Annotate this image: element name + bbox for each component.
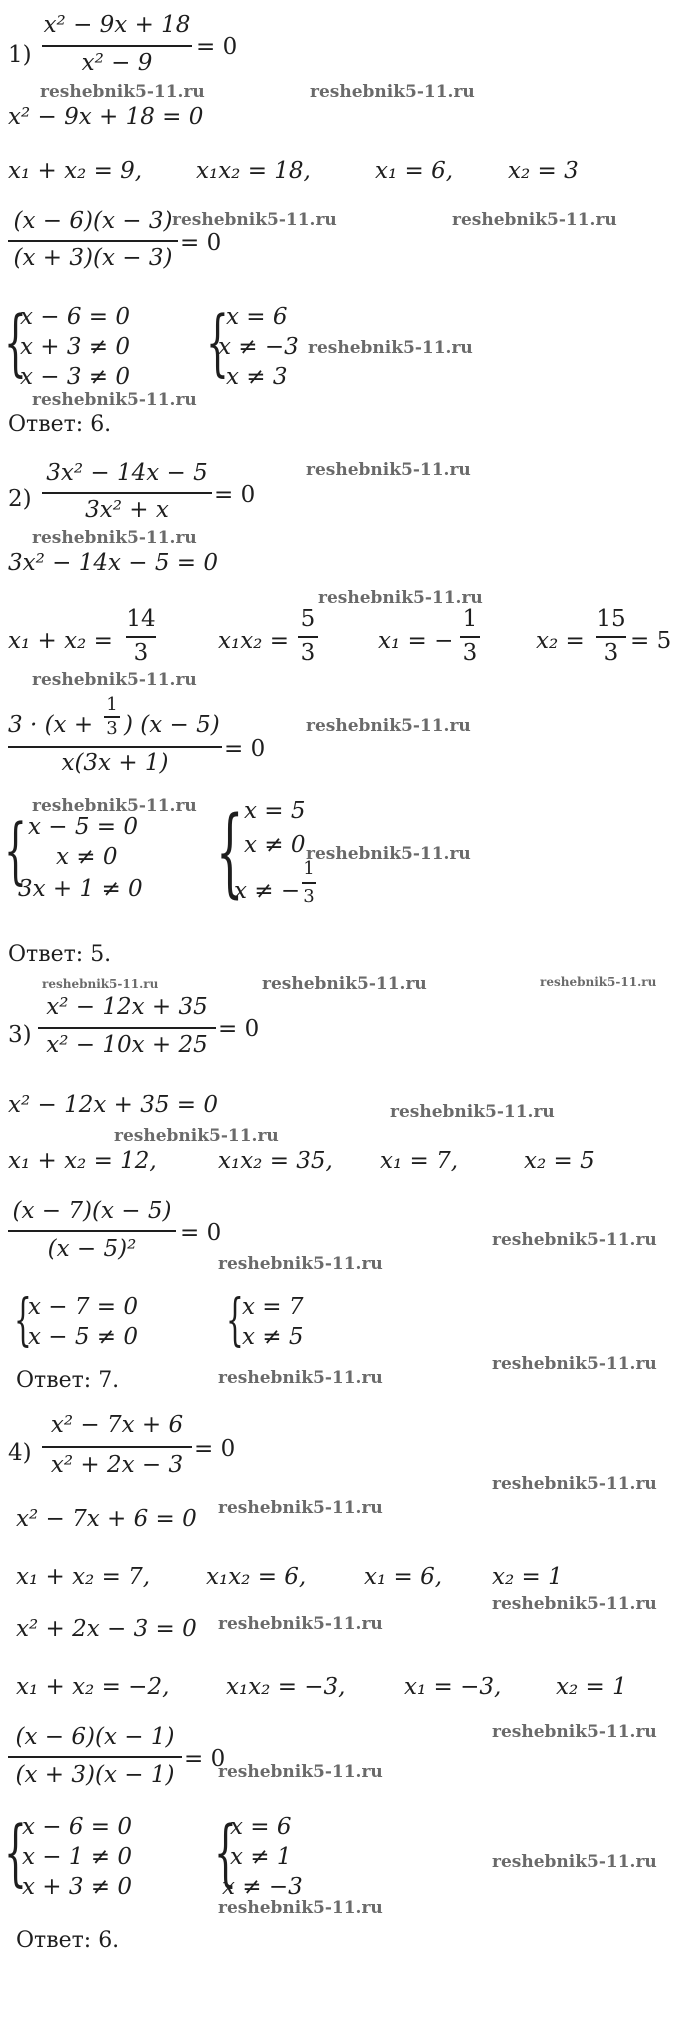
- factored-denominator: (x + 3)(x − 3): [13, 245, 173, 271]
- equation-numerator: x² − 7x + 6 = 0: [16, 1506, 197, 1532]
- root-1: x₁ = 6,: [364, 1564, 443, 1590]
- vieta-product: x₁x₂ = −3,: [226, 1674, 346, 1700]
- system-line: x ≠ 0: [244, 832, 306, 858]
- problem-number: 4): [8, 1440, 32, 1466]
- system-line: x − 1 ≠ 0: [22, 1844, 133, 1870]
- fraction-bar: [8, 1756, 182, 1758]
- fraction-bar: [42, 492, 212, 494]
- fraction-denominator: 3: [462, 640, 478, 666]
- factored-numerator-b: ) (x − 5): [124, 712, 220, 738]
- system-brace: {: [4, 300, 27, 384]
- factored-denominator: (x − 5)²: [47, 1236, 137, 1262]
- system-line: x ≠ 3: [226, 364, 288, 390]
- fraction-denominator: x² + 2x − 3: [50, 1452, 184, 1478]
- watermark: reshebnik5-11.ru: [452, 210, 617, 230]
- equation-numerator: 3x² − 14x − 5 = 0: [8, 550, 219, 576]
- system-brace: {: [216, 796, 244, 908]
- factored-numerator-a: 3 · (x +: [8, 712, 94, 738]
- fraction-numerator: 1: [303, 858, 315, 879]
- watermark: reshebnik5-11.ru: [308, 338, 473, 358]
- watermark: reshebnik5-11.ru: [310, 82, 475, 102]
- watermark: reshebnik5-11.ru: [218, 1898, 383, 1918]
- watermark: reshebnik5-11.ru: [218, 1498, 383, 1518]
- system-line: x ≠ −3: [222, 1874, 303, 1900]
- system-line: x = 6: [230, 1814, 292, 1840]
- watermark: reshebnik5-11.ru: [306, 460, 471, 480]
- root-1: x₁ = −: [378, 628, 454, 654]
- system-line: x ≠ 5: [242, 1324, 304, 1350]
- system-line: x − 6 = 0: [20, 304, 131, 330]
- system-brace: {: [4, 1810, 27, 1894]
- watermark: reshebnik5-11.ru: [40, 82, 205, 102]
- equals-zero: = 0: [214, 482, 256, 508]
- fraction-bar: [8, 240, 178, 242]
- watermark: reshebnik5-11.ru: [114, 1126, 279, 1146]
- factored-numerator: (x − 6)(x − 1): [15, 1724, 175, 1750]
- root-2: x₂ = 1: [556, 1674, 627, 1700]
- fraction-numerator: x² − 7x + 6: [50, 1412, 184, 1438]
- fraction-numerator: 15: [596, 606, 626, 632]
- fraction-bar: [38, 1027, 216, 1029]
- vieta-product: x₁x₂ =: [218, 628, 289, 654]
- system-line: x − 6 = 0: [22, 1814, 133, 1840]
- watermark: reshebnik5-11.ru: [492, 1354, 657, 1374]
- vieta-sum: x₁ + x₂ =: [8, 628, 113, 654]
- fraction-numerator: 1: [462, 606, 478, 632]
- vieta-product: x₁x₂ = 35,: [218, 1148, 333, 1174]
- watermark: reshebnik5-11.ru: [306, 716, 471, 736]
- watermark: reshebnik5-11.ru: [218, 1614, 383, 1634]
- fraction-bar: [460, 636, 480, 638]
- watermark: reshebnik5-11.ru: [492, 1474, 657, 1494]
- root-2: x₂ =: [536, 628, 585, 654]
- watermark: reshebnik5-11.ru: [42, 977, 159, 991]
- system-line: x ≠ −3: [218, 334, 299, 360]
- system-line: x − 3 ≠ 0: [20, 364, 131, 390]
- root-1: x₁ = 7,: [380, 1148, 459, 1174]
- fraction-bar: [8, 746, 222, 748]
- equals-zero: = 0: [184, 1746, 226, 1772]
- fraction-bar: [42, 1446, 192, 1448]
- root-2: x₂ = 3: [508, 158, 579, 184]
- fraction-denominator: 3: [303, 886, 315, 907]
- system-line: x ≠ −: [234, 878, 301, 904]
- factored-denominator: x(3x + 1): [61, 750, 169, 776]
- fraction-numerator: x² − 12x + 35: [46, 994, 208, 1020]
- fraction-denominator: 3: [603, 640, 619, 666]
- system-line: x + 3 ≠ 0: [22, 1874, 133, 1900]
- vieta-product: x₁x₂ = 18,: [196, 158, 311, 184]
- watermark: reshebnik5-11.ru: [306, 844, 471, 864]
- fraction-numerator: 14: [126, 606, 156, 632]
- vieta-sum: x₁ + x₂ = −2,: [16, 1674, 170, 1700]
- watermark: reshebnik5-11.ru: [218, 1254, 383, 1274]
- vieta-sum: x₁ + x₂ = 9,: [8, 158, 143, 184]
- answer: Ответ: 7.: [16, 1368, 120, 1393]
- equals-zero: = 0: [194, 1436, 236, 1462]
- inner-fraction-denominator: 3: [106, 718, 118, 739]
- factored-numerator: (x − 6)(x − 3): [13, 208, 173, 234]
- fraction-numerator: 5: [300, 606, 316, 632]
- inner-fraction-numerator: 1: [106, 694, 118, 715]
- fraction-denominator: 3: [133, 640, 149, 666]
- fraction-bar: [302, 882, 316, 884]
- fraction-numerator: x² − 9x + 18: [43, 12, 191, 38]
- factored-numerator: (x − 7)(x − 5): [12, 1198, 172, 1224]
- system-brace: {: [214, 1810, 237, 1894]
- answer: Ответ: 5.: [8, 942, 112, 967]
- system-line: x + 3 ≠ 0: [20, 334, 131, 360]
- fraction-denominator: x² − 10x + 25: [46, 1032, 208, 1058]
- system-line: 3x + 1 ≠ 0: [18, 876, 143, 902]
- watermark: reshebnik5-11.ru: [32, 390, 197, 410]
- system-brace: {: [14, 1288, 32, 1353]
- watermark: reshebnik5-11.ru: [492, 1722, 657, 1742]
- factored-denominator: (x + 3)(x − 1): [15, 1762, 175, 1788]
- watermark: reshebnik5-11.ru: [32, 528, 197, 548]
- fraction-bar: [42, 45, 192, 47]
- watermark: reshebnik5-11.ru: [492, 1852, 657, 1872]
- root-2: x₂ = 5: [524, 1148, 595, 1174]
- system-line: x − 5 = 0: [28, 814, 139, 840]
- answer: Ответ: 6.: [16, 1928, 120, 1953]
- system-line: x − 7 = 0: [28, 1294, 139, 1320]
- answer: Ответ: 6.: [8, 412, 112, 437]
- system-brace: {: [4, 808, 27, 892]
- watermark: reshebnik5-11.ru: [492, 1594, 657, 1614]
- system-line: x = 7: [242, 1294, 304, 1320]
- fraction-bar: [8, 1230, 176, 1232]
- fraction-bar: [298, 636, 318, 638]
- root-2-value: = 5: [630, 628, 672, 654]
- problem-number: 3): [8, 1022, 32, 1048]
- fraction-bar: [126, 636, 156, 638]
- system-line: x ≠ 1: [230, 1844, 292, 1870]
- fraction-denominator: 3x² + x: [85, 497, 169, 523]
- root-2: x₂ = 1: [492, 1564, 563, 1590]
- watermark: reshebnik5-11.ru: [218, 1368, 383, 1388]
- fraction-denominator: x² − 9: [81, 50, 153, 76]
- system-line: x ≠ 0: [56, 844, 118, 870]
- equals-zero: = 0: [196, 34, 238, 60]
- vieta-sum: x₁ + x₂ = 7,: [16, 1564, 151, 1590]
- watermark: reshebnik5-11.ru: [492, 1230, 657, 1250]
- root-1: x₁ = −3,: [404, 1674, 502, 1700]
- system-line: x = 6: [226, 304, 288, 330]
- system-line: x − 5 ≠ 0: [28, 1324, 139, 1350]
- equation-numerator: x² − 12x + 35 = 0: [8, 1092, 219, 1118]
- fraction-numerator: 3x² − 14x − 5: [46, 460, 208, 486]
- fraction-bar: [596, 636, 626, 638]
- watermark: reshebnik5-11.ru: [172, 210, 337, 230]
- watermark: reshebnik5-11.ru: [318, 588, 483, 608]
- equation-denominator: x² + 2x − 3 = 0: [16, 1616, 197, 1642]
- watermark: reshebnik5-11.ru: [32, 796, 197, 816]
- system-brace: {: [206, 300, 229, 384]
- watermark: reshebnik5-11.ru: [32, 670, 197, 690]
- vieta-product: x₁x₂ = 6,: [206, 1564, 307, 1590]
- system-line: x = 5: [244, 798, 306, 824]
- equals-zero: = 0: [180, 1220, 222, 1246]
- equation-numerator: x² − 9x + 18 = 0: [8, 104, 204, 130]
- system-brace: {: [226, 1288, 244, 1353]
- fraction-denominator: 3: [300, 640, 316, 666]
- equals-zero: = 0: [224, 736, 266, 762]
- root-1: x₁ = 6,: [375, 158, 454, 184]
- problem-number: 1): [8, 42, 32, 68]
- watermark: reshebnik5-11.ru: [540, 975, 657, 989]
- vieta-sum: x₁ + x₂ = 12,: [8, 1148, 157, 1174]
- equals-zero: = 0: [218, 1016, 260, 1042]
- watermark: reshebnik5-11.ru: [218, 1762, 383, 1782]
- watermark: reshebnik5-11.ru: [262, 974, 427, 994]
- watermark: reshebnik5-11.ru: [390, 1102, 555, 1122]
- problem-number: 2): [8, 486, 32, 512]
- equals-zero: = 0: [180, 230, 222, 256]
